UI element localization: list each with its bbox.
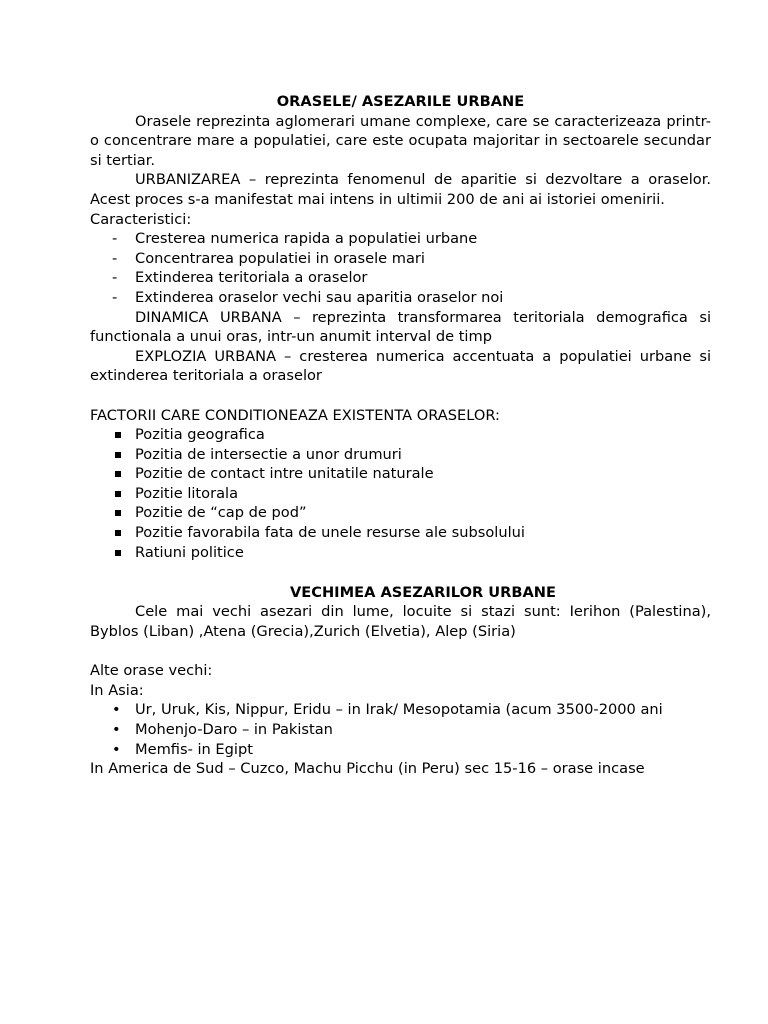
dinamica-paragraph: DINAMICA URBANA – reprezinta transformarea teritoriala demografica si functionala a unui oras, intr-un anumit interval de timp: [90, 308, 711, 346]
explozia-paragraph: EXPLOZIA URBANA – cresterea numerica accentuata a populatiei urbane si extinderea teritoriala a oraselor: [90, 347, 711, 385]
square-bullet-icon: [115, 510, 121, 516]
list-item: [90, 229, 711, 249]
bullet-marker: •: [112, 701, 121, 719]
list-item-text: Pozitie litorala: [135, 484, 239, 502]
factori-heading: FACTORII CARE CONDITIONEAZA EXISTENTA ORASELOR:: [90, 406, 500, 424]
list-item: [90, 523, 711, 543]
square-bullet-icon: [115, 550, 121, 556]
list-item-text: Pozitia geografica: [135, 426, 265, 444]
square-bullet-icon: [115, 530, 121, 536]
urbanizare-paragraph: URBANIZAREA – reprezinta fenomenul de aparitie si dezvoltare a oraselor. Acest proces s-a manifestat mai intens in ultimii 200 de ani ai istoriei omenirii.: [90, 171, 711, 208]
list-item-text: Extinderea oraselor vechi sau aparitia oraselor noi: [135, 288, 504, 306]
document-title: ORASELE/ ASEZARILE URBANE: [276, 93, 525, 110]
blank-line: [90, 562, 711, 582]
asia-label: In Asia:: [90, 681, 144, 699]
list-item: [90, 268, 711, 288]
bullet-marker: •: [112, 740, 121, 758]
list-item: [90, 484, 711, 504]
list-item: [90, 249, 711, 269]
list-item-text: Pozitie de “cap de pod”: [135, 504, 307, 522]
dash-marker: -: [112, 288, 118, 306]
square-bullet-icon: [115, 471, 121, 477]
list-item: [90, 425, 711, 445]
section-title: VECHIMEA ASEZARILOR URBANE: [290, 583, 556, 601]
square-bullet-icon: [115, 452, 121, 458]
list-item-text: Pozitie favorabila fata de unele resurse ale subsolului: [135, 524, 525, 542]
vechimea-paragraph: Cele mai vechi asezari din lume, locuite si stazi sunt: Ierihon (Palestina), Byblos (Liban) ,Atena (Grecia),Zurich (Elvetia), Alep (Siria): [90, 603, 711, 641]
square-bullet-icon: [115, 432, 121, 438]
list-item-text: Extinderea teritoriala a oraselor: [135, 269, 368, 287]
list-item-text: Memfis- in Egipt: [135, 740, 253, 758]
blank-line: [90, 642, 711, 662]
square-bullet-icon: [115, 491, 121, 497]
list-item-text: Ur, Uruk, Kis, Nippur, Eridu – in Irak/ Mesopotamia (acum 3500-2000 ani: [135, 701, 663, 719]
list-item-text: Ratiuni politice: [135, 543, 244, 561]
alte-orase-label: Alte orase vechi:: [90, 662, 213, 680]
factori-list: [90, 425, 711, 562]
dash-marker: -: [112, 269, 118, 287]
list-item-text: Concentrarea populatiei in orasele mari: [135, 249, 425, 267]
dash-marker: -: [112, 230, 118, 248]
list-item-text: Mohenjo-Daro – in Pakistan: [135, 721, 333, 738]
bullet-marker: •: [112, 721, 121, 738]
list-item: [90, 700, 711, 720]
list-item-text: Pozitie de contact intre unitatile naturale: [135, 465, 434, 483]
intro-paragraph: Orasele reprezinta aglomerari umane complexe, care se caracterizeaza printr-o concentrare mare a populatiei, care este ocupata majoritar in sectoarele secundar si tertiar.: [90, 112, 711, 169]
blank-line: [90, 386, 711, 406]
list-item: [90, 445, 711, 465]
list-item: [90, 543, 711, 563]
list-item-text: Cresterea numerica rapida a populatiei urbane: [135, 230, 478, 248]
caracteristici-list: [90, 229, 711, 307]
dash-marker: -: [112, 249, 118, 267]
list-item: [90, 740, 711, 760]
caracteristici-label: Caracteristici:: [90, 210, 192, 228]
list-item: [90, 503, 711, 523]
america-line: In America de Sud – Cuzco, Machu Picchu (in Peru) sec 15-16 – orase incase: [90, 760, 645, 778]
asia-list: [90, 700, 711, 759]
list-item-text: Pozitia de intersectie a unor drumuri: [135, 445, 402, 463]
list-item: [90, 720, 711, 740]
document-body: [90, 92, 711, 779]
list-item: [90, 464, 711, 484]
list-item: [90, 288, 711, 308]
